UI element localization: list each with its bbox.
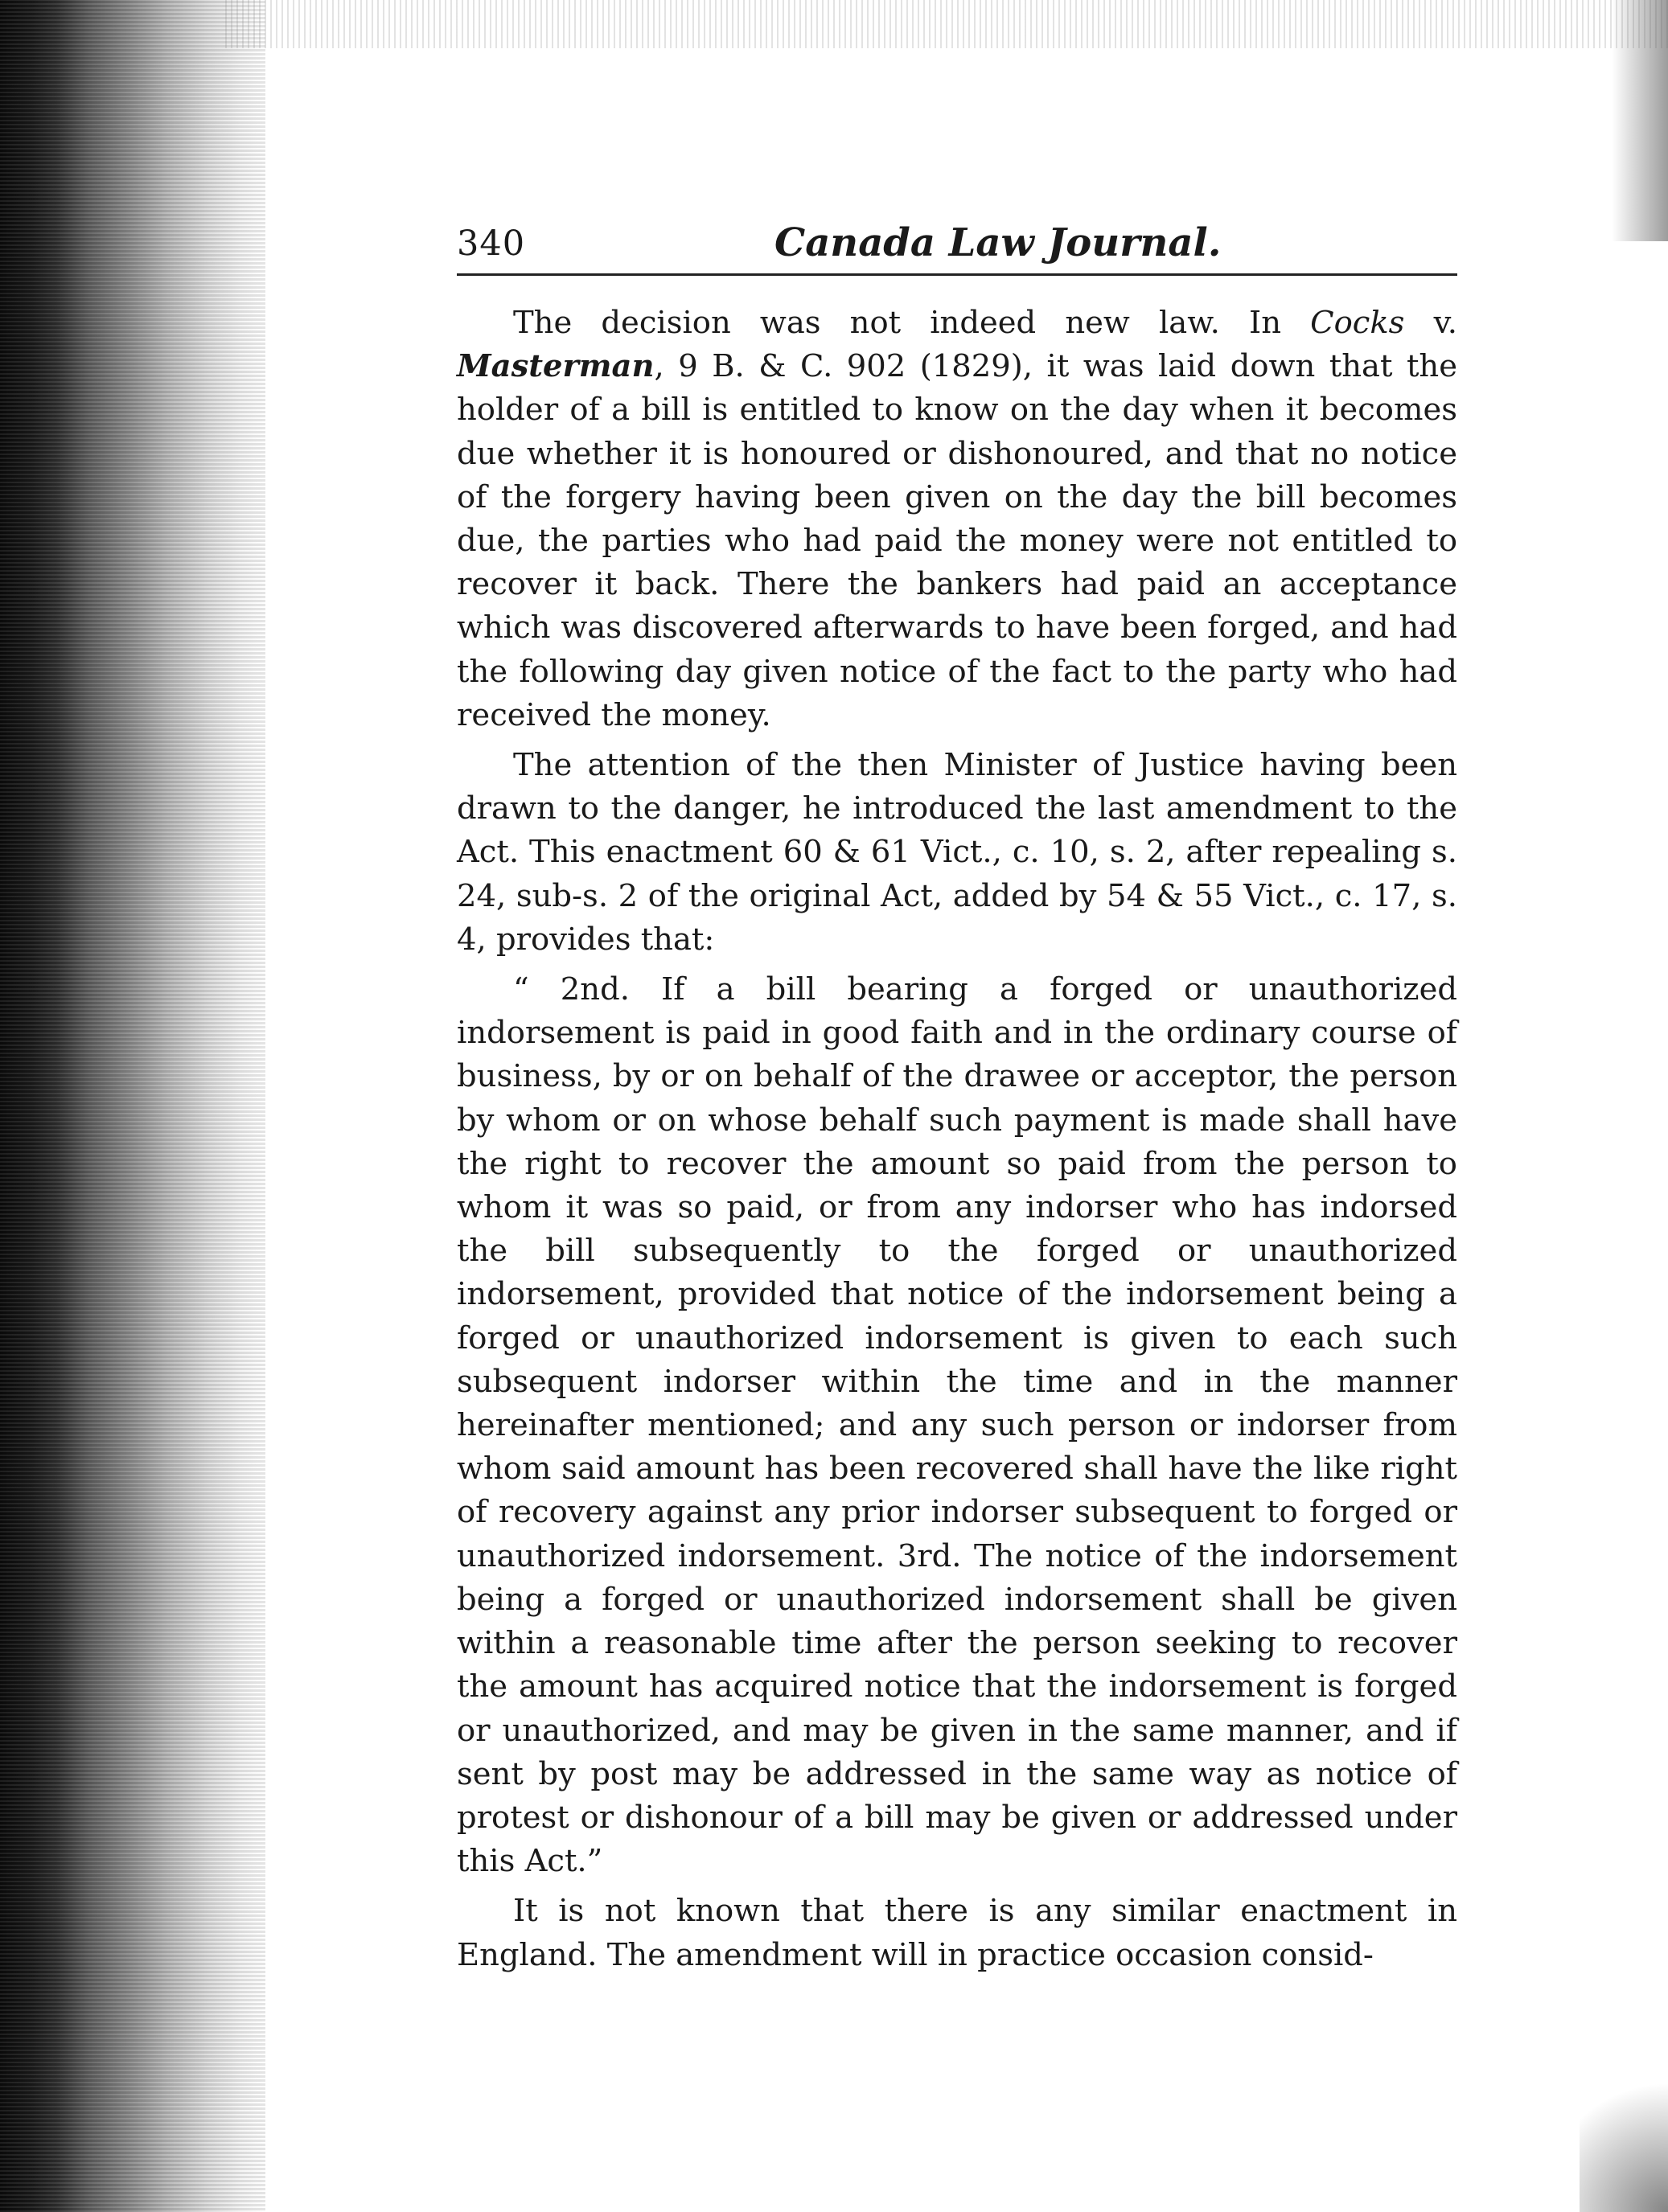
case-name-cocks: Cocks	[1310, 305, 1405, 341]
scan-binding-shadow	[0, 0, 265, 2212]
paragraph-1	[457, 302, 1457, 737]
scan-right-edge-shadow	[1612, 0, 1668, 241]
paragraph-4: It is not known that there is any similar enactment in England. The amendment will in practice occasion consid-	[457, 1893, 1457, 1973]
scan-top-edge-noise	[225, 0, 1668, 48]
case-name-masterman: Masterman	[457, 348, 655, 385]
page-header	[457, 217, 1457, 276]
paragraph-2: The attention of the then Minister of Justice having been drawn to the danger, he introduced the last amendment to the Act. This enactment 60 & 61 Vict., c. 10, s. 2, after repealing s. 24, sub-s. 2 of the original Act, added by 54 & 55 Vict., c. 17, s. 4, provides that:	[457, 747, 1457, 958]
page-number: 340	[457, 224, 526, 264]
paragraph-3-quotation: “ 2nd. If a bill bearing a forged or unauthorized indorsement is paid in good faith and in the ordinary course of business, by or on behalf of the drawee or acceptor, the person by whom or on whose behalf such payment is made shall have the right to recover the amount so paid from the person to whom it was so paid, or from any indorser who has indorsed the bill subsequently to the forged or unauthorized indorsement, provided that notice of the indorsement being a forged or unauthorized indorsement is given to each such subsequent indorser within the time and in the manner hereinafter mentioned; and any such person or indorser from whom said amount has been recovered shall have the like right of recovery against any prior indorser subsequent to forged or unauthorized indorsement. 3rd. The notice of the indorsement being a forged or unauthorized indorsement shall be given within a reasonable time after the person seeking to recover the amount has acquired notice that the indorsement is forged or unauthorized, and may be given in the same manner, and if sent by post may be addressed in the same way as notice of protest or dishonour of a bill may be given or addressed under this Act.”	[457, 971, 1457, 1880]
case-versus: v.	[1404, 305, 1457, 341]
scan-corner-shadow	[1580, 2051, 1668, 2212]
running-title: Canada Law Journal.	[774, 220, 1222, 265]
article-body	[457, 302, 1457, 1977]
paragraph-1-rest: , 9 B. & C. 902 (1829), it was laid down that the holder of a bill is entitled to know on the day when it becomes due whether it is honoured or dishonoured, and that no notice of the forgery having been given on the day the bill becomes due, the parties who had paid the money were not entitled to recover it back. There the bankers had paid an acceptance which was discovered afterwards to have been forged, and had the following day given notice of the fact to the party who had received the money.	[457, 348, 1457, 733]
paragraph-1-lead: The decision was not indeed new law. In	[513, 305, 1311, 341]
